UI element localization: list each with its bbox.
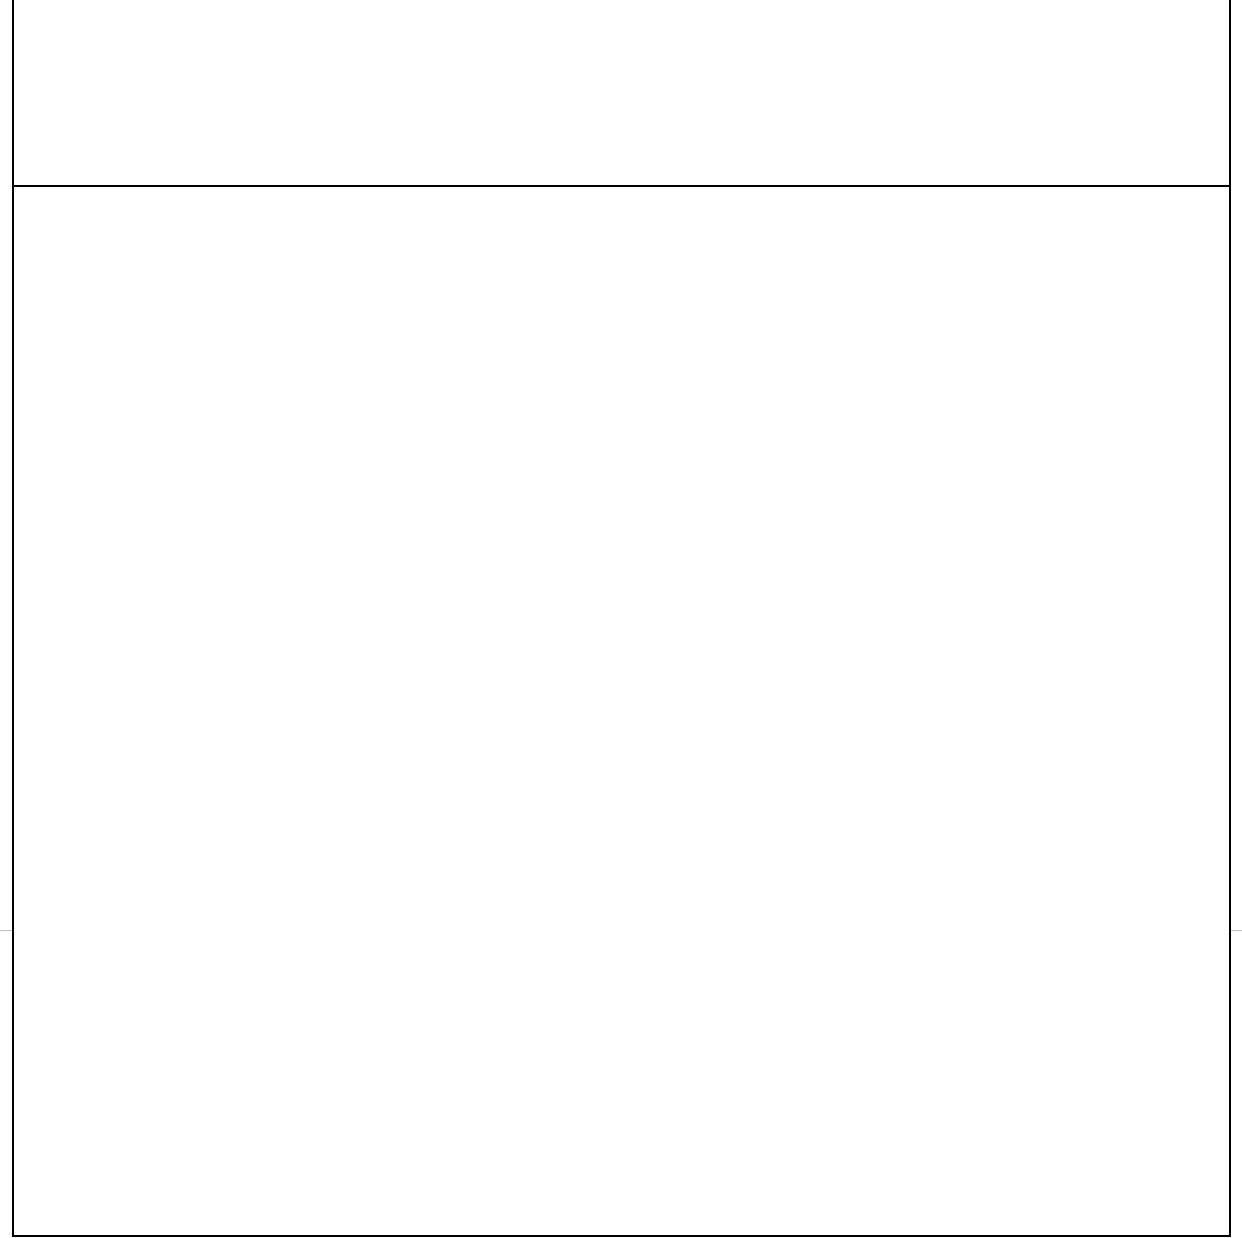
valproic-acid-cell bbox=[14, 187, 1229, 1235]
medication-table bbox=[12, 0, 1231, 1237]
previous-medication-cell bbox=[14, 0, 1229, 187]
